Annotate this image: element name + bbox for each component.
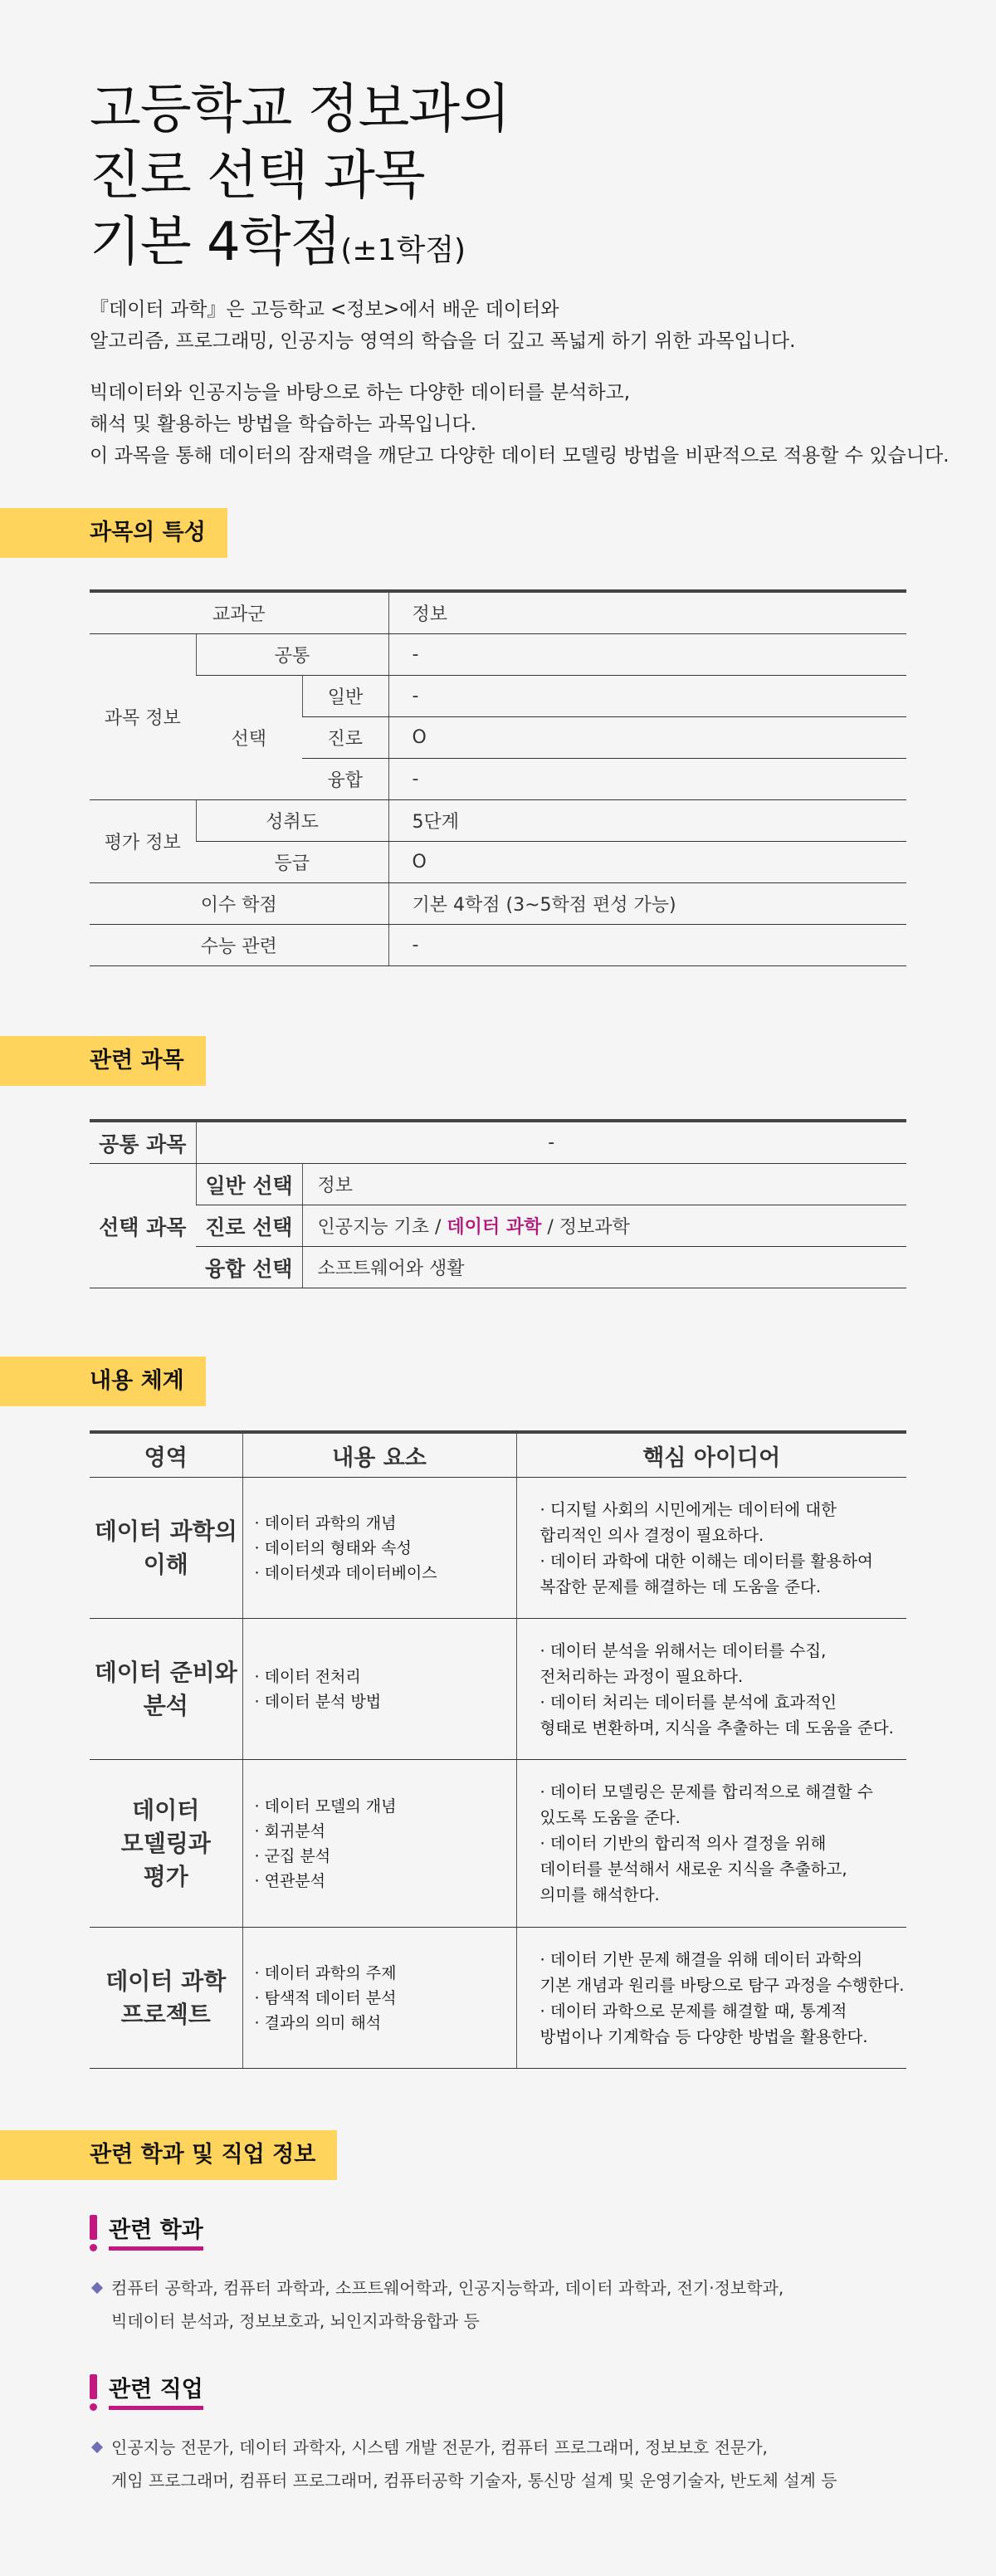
course-name: / 정보과학 <box>541 1217 630 1238</box>
content-element: · 데이터 모델의 개념 <box>254 1796 397 1816</box>
table-cell: 진로 <box>302 717 388 759</box>
table-cell: 융합 <box>302 759 388 800</box>
core-idea-text: 데이터 기반의 합리적 의사 결정을 위해 <box>549 1834 827 1853</box>
table-row <box>90 1205 906 1247</box>
departments-line: 빅데이터 분석과, 정보보호과, 뇌인지과학융합과 등 <box>111 2311 480 2331</box>
table-row <box>90 634 906 676</box>
table-cell: 공통 <box>196 634 388 676</box>
core-idea-text: 데이터 과학으로 문제를 해결할 때, 통계적 <box>549 2001 847 2021</box>
table-cell: - <box>388 925 906 966</box>
content-element-text: 데이터셋과 데이터베이스 <box>264 1563 437 1582</box>
core-idea-text: 데이터 처리는 데이터를 분석에 효과적인 <box>549 1692 837 1712</box>
title-credits: 기본 4학점 <box>90 212 341 273</box>
ideas-cell <box>516 1928 906 2069</box>
core-idea <box>540 1831 907 1908</box>
area-label: 데이터 <box>132 1796 200 1824</box>
section-header-related-courses: 관련 과목 <box>0 1036 206 1086</box>
core-idea <box>540 1638 907 1689</box>
area-cell <box>90 1760 242 1928</box>
diamond-bullet-icon <box>91 2442 103 2453</box>
core-idea-text: 데이터 모델링은 문제를 합리적으로 해결할 수 <box>549 1782 873 1801</box>
section-header-dept-jobs: 관련 학과 및 직업 정보 <box>0 2130 337 2180</box>
core-idea-line: · 데이터 기반의 합리적 의사 결정을 위해 <box>540 1834 827 1853</box>
core-idea-text: 기본 개념과 원리를 바탕으로 탐구 과정을 수행한다. <box>540 1975 905 1995</box>
content-element-text: 데이터 분석 방법 <box>264 1692 382 1711</box>
table-row <box>90 800 906 842</box>
jobs-heading <box>90 2374 203 2411</box>
highlighted-course: 데이터 과학 <box>447 1217 542 1238</box>
core-idea <box>540 1548 907 1600</box>
core-idea-line: · 디지털 사회의 시민에게는 데이터에 대한 <box>540 1499 837 1519</box>
title-line-2: 진로 선택 과목 <box>90 145 425 207</box>
table-cell: 선택 <box>196 676 302 800</box>
core-idea-line: · 데이터 기반 문제 해결을 위해 데이터 과학의 <box>540 1949 863 1969</box>
content-element-text: 데이터 모델의 개념 <box>264 1796 397 1816</box>
table-cell: 정보 <box>388 591 906 634</box>
intro-text: 이 과목을 통해 데이터의 잠재력을 깨닫고 다양한 데이터 모델링 방법을 비판적으로 적용할 수 있습니다. <box>90 445 950 467</box>
core-idea-line <box>540 2024 907 2050</box>
intro-paragraph-2 <box>90 377 969 472</box>
table-row <box>90 1928 906 2069</box>
section-header-content-system: 내용 체계 <box>0 1356 206 1406</box>
core-idea-text: 데이터 분석을 위해서는 데이터를 수집, <box>549 1640 827 1660</box>
area-label: 프로젝트 <box>120 2000 211 2028</box>
ideas-cell <box>516 1619 906 1760</box>
core-idea-line <box>540 1523 907 1548</box>
content-element: · 결과의 의미 해석 <box>254 2013 382 2032</box>
content-element-text: 연관분석 <box>264 1871 326 1890</box>
title-line-3 <box>90 209 906 284</box>
table-cell: 과목 정보 <box>90 634 196 800</box>
area-cell <box>90 1619 242 1760</box>
title-credits-range: (±1학점) <box>340 233 466 267</box>
intro-text: 알고리즘, 프로그래밍, 인공지능 영역의 학습을 더 깊고 폭넓게 하기 위한 과목입니다. <box>90 330 796 352</box>
intro-text: 『데이터 과학』은 고등학교 <정보>에서 배운 데이터와 <box>90 299 559 320</box>
list-item <box>90 2271 969 2305</box>
table-cell: 일반 <box>302 676 388 717</box>
area-cell <box>90 1928 242 2069</box>
content-element-text: 데이터의 형태와 속성 <box>264 1538 412 1557</box>
core-idea-text: 의미를 해석한다. <box>540 1885 660 1904</box>
core-idea-line: · 데이터 과학에 대한 이해는 데이터를 활용하여 <box>540 1551 873 1571</box>
table-row <box>90 1164 906 1205</box>
table-row <box>90 676 906 717</box>
core-idea <box>540 1497 907 1548</box>
related-courses-table <box>90 1119 906 1288</box>
intro-paragraph-1 <box>90 294 969 357</box>
content-element: · 데이터 과학의 주제 <box>254 1963 397 1982</box>
core-idea-line: · 데이터 처리는 데이터를 분석에 효과적인 <box>540 1692 837 1712</box>
area-label: 데이터 준비와 <box>94 1658 237 1686</box>
table-row <box>90 1478 906 1619</box>
table-cell: 소프트웨어와 생활 <box>302 1247 906 1288</box>
core-idea <box>540 1689 907 1741</box>
exclamation-icon <box>90 2374 97 2411</box>
table-cell: - <box>388 676 906 717</box>
jobs-list <box>90 2431 969 2497</box>
course-name: 인공지능 기초 / <box>317 1217 447 1238</box>
area-cell <box>90 1478 242 1619</box>
ideas-cell <box>516 1760 906 1928</box>
core-idea-line <box>540 1715 907 1741</box>
area-label: 이해 <box>143 1550 188 1578</box>
area-label: 모델링과 <box>120 1829 211 1857</box>
table-cell: 5단계 <box>388 800 906 842</box>
jobs-line: 인공지능 전문가, 데이터 과학자, 시스템 개발 전문가, 컴퓨터 프로그래머, 정보보호 전문가, <box>111 2437 768 2457</box>
core-idea-text: 데이터 과학에 대한 이해는 데이터를 활용하여 <box>549 1551 873 1571</box>
core-idea-text: 전처리하는 과정이 필요하다. <box>540 1666 744 1686</box>
content-element-text: 결과의 의미 해석 <box>264 2013 382 2032</box>
table-cell <box>302 1205 906 1247</box>
table-cell: 등급 <box>196 842 388 883</box>
core-idea-line <box>540 1574 907 1600</box>
content-element: · 데이터의 형태와 속성 <box>254 1538 412 1557</box>
column-header: 내용 요소 <box>242 1432 516 1478</box>
table-row <box>90 1760 906 1928</box>
column-header: 영역 <box>90 1432 242 1478</box>
elements-cell <box>242 1619 516 1760</box>
table-cell: - <box>388 634 906 676</box>
content-element: · 탐색적 데이터 분석 <box>254 1988 397 2007</box>
table-cell: 선택 과목 <box>90 1164 196 1288</box>
jobs-title: 관련 직업 <box>109 2376 203 2410</box>
core-idea-line: · 데이터 과학으로 문제를 해결할 때, 통계적 <box>540 2001 847 2021</box>
exclamation-icon <box>90 2215 97 2251</box>
table-cell: 정보 <box>302 1164 906 1205</box>
content-element: · 연관분석 <box>254 1871 326 1890</box>
jobs-line: 게임 프로그래머, 컴퓨터 프로그래머, 컴퓨터공학 기술자, 통신망 설계 및 운영기술자, 반도체 설계 등 <box>111 2471 837 2490</box>
table-cell: - <box>196 1121 906 1164</box>
table-row <box>90 1619 906 1760</box>
core-idea-text: 형태로 변환하며, 지식을 추출하는 데 도움을 준다. <box>540 1718 894 1738</box>
area-label: 데이터 과학 <box>105 1967 227 1995</box>
core-idea-text: 복잡한 문제를 해결하는 데 도움을 준다. <box>540 1576 822 1596</box>
core-idea-line <box>540 1972 907 1998</box>
departments-heading <box>90 2215 203 2251</box>
area-label: 평가 <box>143 1862 188 1890</box>
core-idea-text: 데이터 기반 문제 해결을 위해 데이터 과학의 <box>549 1949 863 1969</box>
content-element-text: 탐색적 데이터 분석 <box>264 1988 397 2007</box>
content-element: · 군집 분석 <box>254 1846 331 1865</box>
table-row <box>90 842 906 883</box>
elements-cell <box>242 1928 516 2069</box>
content-system-table <box>90 1430 906 2069</box>
core-idea-line: · 데이터 분석을 위해서는 데이터를 수집, <box>540 1640 827 1660</box>
core-idea-text: 있도록 도움을 준다. <box>540 1808 681 1827</box>
content-element-text: 데이터 전처리 <box>264 1667 361 1686</box>
departments-title: 관련 학과 <box>109 2217 203 2251</box>
elements-cell <box>242 1478 516 1619</box>
table-row <box>90 591 906 634</box>
table-cell: O <box>388 717 906 759</box>
core-idea-text: 방법이나 기계학습 등 다양한 방법을 활용한다. <box>540 2026 868 2046</box>
core-idea-text: 데이터를 분석해서 새로운 지식을 추출하고, <box>540 1860 847 1879</box>
core-idea <box>540 1947 907 1998</box>
content-element-text: 회귀분석 <box>264 1821 326 1840</box>
list-item <box>90 2431 969 2464</box>
core-idea-line: · 데이터 모델링은 문제를 합리적으로 해결할 수 <box>540 1782 873 1801</box>
content-element: · 데이터셋과 데이터베이스 <box>254 1563 437 1582</box>
core-idea-text: 합리적인 의사 결정이 필요하다. <box>540 1525 764 1545</box>
table-row <box>90 1247 906 1288</box>
table-cell: - <box>388 759 906 800</box>
table-cell: 이수 학점 <box>90 883 388 925</box>
table-row <box>90 1121 906 1164</box>
ideas-cell <box>516 1478 906 1619</box>
table-cell: 일반 선택 <box>196 1164 302 1205</box>
area-label: 분석 <box>143 1691 188 1719</box>
table-cell: 평가 정보 <box>90 800 196 883</box>
table-cell: 기본 4학점 (3~5학점 편성 가능) <box>388 883 906 925</box>
departments-list <box>90 2271 969 2338</box>
departments-line: 컴퓨터 공학과, 컴퓨터 과학과, 소프트웨어학과, 인공지능학과, 데이터 과학과, 전기·정보학과, <box>111 2278 784 2298</box>
intro-text: 해석 및 활용하는 방법을 학습하는 과목입니다. <box>90 413 477 435</box>
content-element: · 데이터 전처리 <box>254 1667 361 1686</box>
elements-cell <box>242 1760 516 1928</box>
table-cell: 융합 선택 <box>196 1247 302 1288</box>
core-idea <box>540 1998 907 2050</box>
table-row <box>90 925 906 966</box>
table-header-row <box>90 1432 906 1478</box>
intro-text: 빅데이터와 인공지능을 바탕으로 하는 다양한 데이터를 분석하고, <box>90 382 631 403</box>
table-cell: 진로 선택 <box>196 1205 302 1247</box>
content-element: · 데이터 분석 방법 <box>254 1692 382 1711</box>
core-idea-line <box>540 1805 907 1831</box>
content-element: · 회귀분석 <box>254 1821 326 1840</box>
characteristics-table <box>90 589 906 966</box>
core-idea-text: 디지털 사회의 시민에게는 데이터에 대한 <box>549 1499 837 1519</box>
table-cell: 교과군 <box>90 591 388 634</box>
content-element-text: 데이터 과학의 개념 <box>264 1513 397 1532</box>
content-element-text: 데이터 과학의 주제 <box>264 1963 397 1982</box>
table-cell: 공통 과목 <box>90 1121 196 1164</box>
table-cell: 성취도 <box>196 800 388 842</box>
core-idea <box>540 1779 907 1831</box>
page-title <box>90 76 906 284</box>
section-header-characteristics: 과목의 특성 <box>0 508 227 558</box>
core-idea-line <box>540 1882 907 1908</box>
table-row <box>90 883 906 925</box>
area-label: 데이터 과학의 <box>94 1517 237 1545</box>
content-element: · 데이터 과학의 개념 <box>254 1513 397 1532</box>
column-header: 핵심 아이디어 <box>516 1432 906 1478</box>
table-cell: O <box>388 842 906 883</box>
table-cell: 수능 관련 <box>90 925 388 966</box>
core-idea-line <box>540 1856 907 1882</box>
title-line-1: 고등학교 정보과의 <box>90 79 510 140</box>
diamond-bullet-icon <box>91 2282 103 2294</box>
content-element-text: 군집 분석 <box>264 1846 331 1865</box>
core-idea-line <box>540 1664 907 1689</box>
